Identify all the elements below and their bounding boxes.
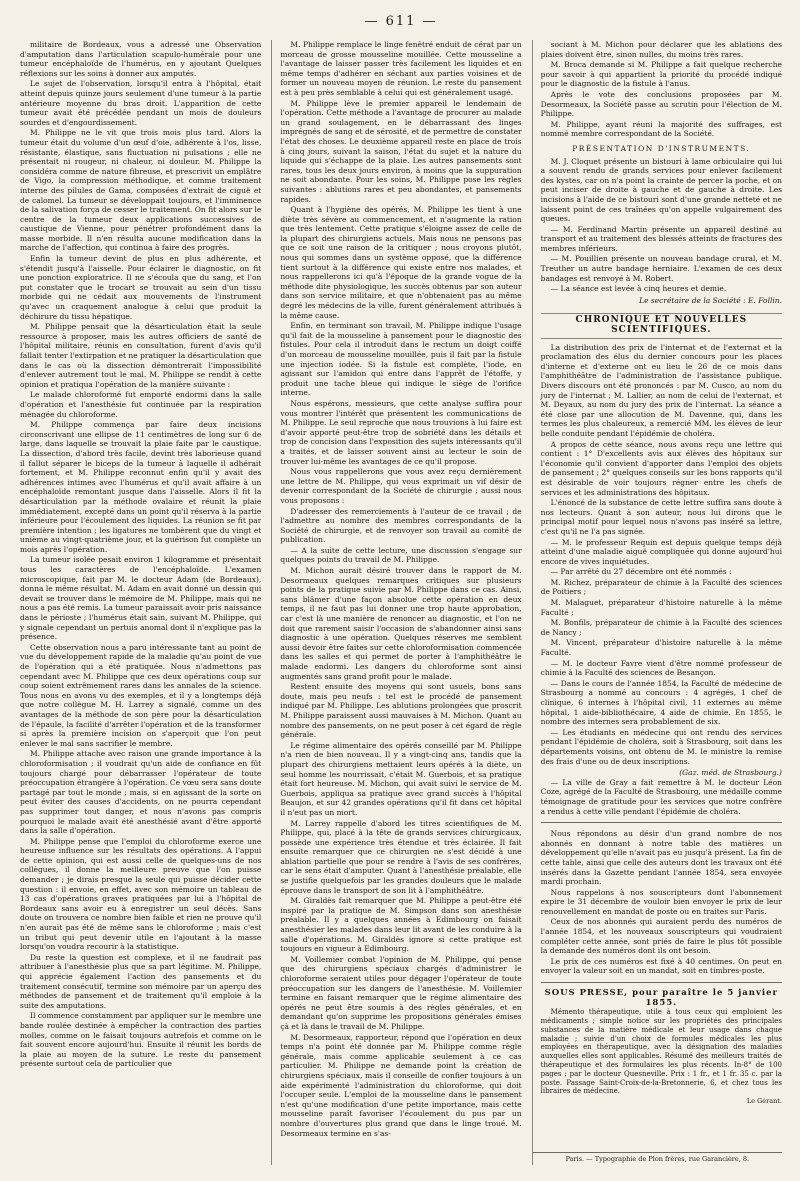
paragraph: Nous vous rappellerons que vous avez reçu dernièrement une lettre de M. Philippe, qui vous exprimait un vif désir de devenir correspondant de la Société de chirurgie ; aussi nous vous proposons : [280,467,522,505]
paragraph: D'adresser des remerciements à l'auteur de ce travail ; de l'admettre au nombre des membres correspondants de la Société de chirurgie, et de renvoyer son travail au comité de publication. [280,506,522,545]
source-citation: (Gaz. méd. de Strasbourg.) [679,768,782,778]
paragraph: La tumeur isolée pesait environ 1 kilogramme et présentait tous les caractères de l'encéphaloïde. L'examen microscopique, fait par M. le docteur Adam (de Bordeaux), donna le même résultat. M. Adam en avait donné un dessin qui devait se trouver dans le mémoire de M. Philippe, mais qui ne nous a pas été remis. La tumeur paraissait avoir pris naissance dans le périoste ; l'humérus était sain, suivant M. Philippe, qui y signale cependant un pertuis anomal dont il n'explique pas la présence. [20,555,262,642]
paragraph: Le régime alimentaire des opérés conseillé par M. Philippe n'a rien de bien nouveau. Il y a vingt-cinq ans, tandis que la plupart des chirurgiens mettaient leurs opérés à la diète, un seul homme les nourrissait, c'était M. Guerbois, et sa pratique était fort heureuse. M. Michon, qui avait suivi le service de M. Guerbois, appliqua sa pratique avec grand succès à l'hôpital Beaujon, et sur 42 grandes opérations qu'il fit dans cet hôpital il n'eut pas un mort. [280,740,522,817]
paragraph: M. Malaguet, préparateur d'histoire naturelle à la même Faculté ; [540,598,782,617]
paragraph: — Par arrêté du 27 décembre ont été nommés : [550,567,732,577]
column-2 [271,40,521,1165]
paragraph: Restent ensuite des moyens qui sont usuels, bons sans doute, mais peu neufs : tel est le procédé de pansement indiqué par M. Philippe. Les ablutions prolongées que proscrit M. Philippe paraissent aussi mauvaises à M. Michon. Quant au nombre des pansements, on ne peut poser à cet égard de règle générale. [280,682,522,740]
paragraph: M. Philippe ne le vit que trois mois plus tard. Alors la tumeur était du volume d'un œuf d'oie, adhérente à l'os, lisse, résistante, élastique, sans fluctuation ni pulsations ; elle ne présentait ni rougeur, ni chaleur, ni douleur. M. Philippe la considéra comme de nature fibreuse, et prescrivit un emplâtre de Vigo, la compression méthodique, et comme traitement interne des pilules de Gama, composées d'extrait de ciguë et de calomel. La tumeur se développait toujours, et l'imminence de la salivation força de cesser le traitement. On fit alors sur le centre de la tumeur deux applications successives de caustique de Vienne, pour pénétrer profondément dans la masse morbide. Il n'en résulta aucune modification dans la marche de l'affection, qui continua à faire des progrès. [20,128,262,253]
secretary-signature: Le secrétaire de la Société : E. Follin. [639,295,782,305]
paragraph: M. Voillemier combat l'opinion de M. Philippe, qui pense que des chirurgiens spéciaux chargés d'administrer le chloroforme seraient utiles pour dégager l'opérateur de toute préoccupation sur les dangers de l'anesthésie. M. Voillemier termine en faisant remarquer que le régime alimentaire des opérés ne peut être soumis à des règles générales, et en demandant qu'on supprime les propositions générales émises çà et là dans le travail de M. Philippe. [280,954,522,1031]
paragraph: Nous espérons, messieurs, que cette analyse suffira pour vous montrer l'intérêt que présentent les communications de M. Philippe. Le seul reproche que nous trouvions à lui faire est d'avoir apporté peut-être trop de sobriété dans les détails et trop de concision dans l'exposition des sujets intéressants qu'il a traités, et de laisser souvent ainsi au lecteur le soin de trouver lui-même les avantages de ce qu'il propose. [280,398,522,466]
divider [541,982,782,983]
paragraph: — M. le docteur Favre vient d'être nommé professeur de chimie à la Faculté des sciences de Besançon. [540,658,782,678]
paragraph: Le sujet de l'observation, lorsqu'il entra à l'hôpital, était atteint depuis quinze jours seulement d'une tumeur à la partie antérieure moyenne du bras droit. L'apparition de cette tumeur avait été précédée pendant un mois de douleurs sourdes et d'engourdissement. [20,79,262,127]
paragraph: — M. Pouillien présente un nouveau bandage crural, et M. Treuther un autre bandage herniaire. L'examen de ces deux bandages est renvoyé à M. Robert. [540,254,782,283]
paragraph: M. J. Cloquet présente un bistouri à lame orbiculaire qui lui a souvent rendu de grands services pour enlever facilement des kystes, car on n'a point la crainte de percer la poche, et on peut inciser de droite à gauche et de gauche à droite. Les incisions à l'aide de ce bistouri sont d'une grande netteté et ne laissent point de ces traînées qu'on appelle vulgairement des queues. [540,156,782,224]
paragraph: Quant à l'hygiène des opérés, M. Philippe les tient à une diète très sévère au commencement, et n'augmente la ration que très lentement. Cette pratique s'éloigne assez de celle de la plupart des chirurgiens actuels. Mais nous ne pensons pas que ce soit une raison de la critiquer ; nous croyons plutôt, nous qui sommes dans un système opposé, que la différence tient surtout à la différence qui existe entre nos malades, et nous rappellerons ici qu'à l'époque de la grande vogue de la méthode dite physiologique, les succès obtenus par son auteur dans son service militaire, et que n'obtenaient pas au même degré les médecins de la ville, furent généralement attribués à la même cause. [280,205,522,320]
paragraph: — A la suite de cette lecture, une discussion s'engage sur quelques points du travail de M. Philippe. [280,545,522,565]
paragraph: Il commence constamment par appliquer sur le membre une bande roulée destinée à empêcher la contraction des parties molles, comme on le faisait toujours autrefois et comme on le fait souvent encore aujourd'hui. Ensuite il réunit les bords de la plaie au moyen de la suture. Le reste du pansement présente surtout cela de particulier que [20,1011,262,1069]
paragraph: M. Bonfils, préparateur de chimie à la Faculté des sciences de Nancy ; [540,618,782,637]
paragraph: Nous répondons au désir d'un grand nombre de nos abonnés en donnant à notre table des matières un développement qu'elle n'avait pas eu jusqu'à présent. La fin de cette table, ainsi que celle des auteurs dont les travaux ont été insérés dans la Gazette pendant l'année 1854, sera envoyée mardi prochain. [540,829,782,887]
paragraph: M. Broca demande si M. Philippe a fait quelque recherche pour savoir à qui appartient la priorité du procédé indiqué pour le diagnostic de la fistule à l'anus. [540,60,782,89]
paragraph: — M. Ferdinand Martin présente un appareil destiné au transport et au traitement des blessés atteints de fractures des membres inférieurs. [540,224,782,253]
paragraph: Cette observation nous a paru intéressante tant au point de vue du développement rapide de la maladie qu'au point de vue de l'opération qui a été pratiquée. Nous n'admettons pas cependant avec M. Philippe que ces deux opérations coup sur coup soient extrêmement rares dans les annales de la science. Tous nous en avons vu des exemples, et il y a longtemps déjà que notre collègue M. H. Larrey a signalé, comme un des avantages de la méthode de son père pour la désarticulation de l'épaule, la facilité d'arrêter l'opération et de la transformer si après la première incision on s'aperçoit que l'on peut enlever le mal sans sacrifier le membre. [20,642,262,748]
column-3 [532,40,782,1165]
press-notice: Mémento thérapeutique, utile à tous ceux qui emploient les médicaments ; simple notice sur les propriétés des principales substances de la matière médicale et leur usage dans chaque maladie ; suivie d'un choix de formules médicales les plus employées en thérapeutique, avec la désignation des maladies auxquelles elles sont applicables. Résumé des meilleurs traités de thérapeutique et des formulaires les plus récents. In-8° de 100 pages ; par le docteur Quesneville. Prix : 1 fr., et 1 fr. 35 c. par la poste. Passage Saint-Croix-de-la-Bretonnerie, 6, et chez tous les libraires de médecine. [540,1008,782,1096]
paragraph: — Dans le cours de l'année 1854, la Faculté de médecine de Strasbourg a nommé au concours : 4 agrégés, 1 chef de clinique, 6 internes à l'hôpital civil, 11 externes au même hôpital, 1 aide-bibliothécaire, 4 aide de chimie. En 1855, le nombre des internes sera probablement de six. [540,678,782,727]
paragraph: M. Michon aurait désiré trouver dans le rapport de M. Desormeaux quelques remarques critiques sur plusieurs points de la pratique suivie par M. Philippe dans ce cas. Ainsi, sans blâmer d'une façon absolue cette opération en deux temps, il ne faut pas lui donner une trop haute approbation, car c'est là une manière de renoncer au diagnostic, et l'on ne doit que rarement saisir l'occasion de s'abandonner ainsi sans diagnostic à une opération. Quelques réserves me semblent aussi devoir être faites sur cette chloroformisation commencée dans les salles et qui permet de porter à l'amphithéâtre le malade endormi. Les dangers du chloroforme sont ainsi augmentés sans grand profit pour le malade. [280,566,522,681]
paragraph: M. Giraldès fait remarquer que M. Philippe a peut-être été inspiré par la pratique de M. Simpson dans son anesthésie préalable. Il y a quelques années à Edimbourg on faisait anesthésier les malades dans leur lit avant de les conduire à la salle d'opérations. M. Giraldès ignore si cette pratique est toujours en vigueur à Edimbourg. [280,896,522,954]
instruments-heading: PRÉSENTATION D'INSTRUMENTS. [572,143,751,153]
paragraph: — La ville de Gray a fait remettre à M. le docteur Léon Coze, agrégé de la Faculté de Strasbourg, une médaille comme témoignage de gratitude pour les services que notre confrère a rendus à cette ville pendant l'épidémie de choléra. [540,777,782,816]
paragraph: M. Philippe lève le premier appareil le lendemain de l'opération. Cette méthode a l'avantage de procurer au malade un grand soulagement, en le débarrassant des linges imprégnés de sang et de sérosité, et de permettre de constater l'état des choses. Le deuxième appareil reste en place de trois à cinq jours, suivant la saison, l'état du sujet et la nature du liquide qui s'échappe de la plaie. Les autres pansements sont rares, tous les deux jours environ, à moins que la suppuration ne soit abondante. Pour les soins, M. Philippe pose les règles suivantes : ablutions rares et peu abondantes, et pansements rapides. [280,98,522,204]
paragraph: Le malade chloroformé fut emporté endormi dans la salle d'opération et l'anesthésie fut continuée par la respiration ménagée du chloroforme. [20,390,262,419]
divider [541,822,782,823]
column-1 [20,40,261,1165]
paragraph: Enfin, en terminant son travail, M. Philippe indique l'usage qu'il fait de la mousseline à pansement pour le diagnostic des fistules. Pour cela il introduit dans le rectum un doigt coiffé d'un morceau de mousseline mouillée, puis il fait par la fistule une injection iodée. Si la fistule est complète, l'iode, en agissant sur l'amidon qui entre dans l'apprêt de l'étoffe, y produit une tache bleue qui indique le siège de l'orifice interne. [280,321,522,398]
paragraph: A propos de cette séance, nous avons reçu une lettre qui contient : 1° D'excellents avis aux élèves des hôpitaux sur l'économie qu'il convient d'apporter dans l'emploi des objets de pansement ; 2° quelques conseils sur les bons rapports qu'il est désirable de voir toujours régner entre les chefs de services et les administrations des hôpitaux. [540,439,782,497]
press-heading: SOUS PRESSE, pour paraître le 5 janvier 1855. [544,988,779,1008]
paragraph: sociant à M. Michon pour déclarer que les ablations des plaies doivent être, sinon nulles, du moins très rares. [540,40,782,59]
paragraph: La distribution des prix de l'internat et de l'externat et la proclamation des élus du dernier concours pour les places d'interne et d'externe ont eu lieu le 26 de ce mois dans l'amphithéâtre de l'administration de l'assistance publique. Divers discours ont été prononcés : par M. Cusco, au nom du jury de l'internat ; M. Lallier, au nom de celui de l'externat, et M. Deyaux, au nom du jury des prix de l'internat. La séance a été close par une allocution de M. Davenne, qui, dans les termes les plus chaleureux, a remercié MM. les élèves de leur belle conduite pendant l'épidémie de choléra. [540,342,782,438]
paragraph: Du reste la question est complexe, et il ne faudrait pas attribuer à l'anesthésie plus que sa part légitime. M. Philippe, qui apprécie également l'action des pansements et du traitement consécutif, termine son mémoire par un aperçu des méthodes de pansement et de traitement qu'il emploie à la suite des amputations. [20,952,262,1010]
chronique-heading: CHRONIQUE ET NOUVELLES SCIENTIFIQUES. [541,313,782,338]
paragraph: Après le vote des conclusions proposées par M. Desormeaux, la Société passe au scrutin pour l'élection de M. Philippe. [540,89,782,119]
page-number: — 611 — [364,14,438,29]
paragraph: Ceux de nos abonnés qui auraient perdu des numéros de l'année 1854, et les nouveaux souscripteurs qui voudraient compléter cette année, sont priés de faire le plus tôt possible la demande des numéros dont ils ont besoin. [540,917,782,956]
gerant-signature: Le Gérant. [746,1097,782,1106]
paragraph: M. Philippe, ayant réuni la majorité des suffrages, est nommé membre correspondant de la Société. [540,119,782,139]
columns [20,40,782,1165]
paragraph: — La séance est levée à cinq heures et demie. [550,284,727,294]
paragraph: M. Philippe pense que l'emploi du chloroforme exerce une heureuse influence sur les résultats des opérations. A l'appui de cette opinion, qui est aussi celle de quelques-uns de nos collègues, il donne la meilleure preuve que l'on puisse demander ; je dirais presque la seule qui puisse décider cette question : il envoie, en effet, avec son mémoire un tableau de 13 cas d'opérations graves pratiquées par lui à l'hôpital de Bordeaux sans avoir eu à enregistrer un seul décès. Sans doute on trouvera ce nombre bien faible et rien ne prouve qu'il n'en aurait pas été de même sans le chloroforme ; mais c'est un tribut qui peut devenir utile en l'ajoutant à la masse lorsqu'on voudra recourir à la statistique. [20,836,262,952]
paragraph: M. Richez, préparateur de chimie à la Faculté des sciences de Poitiers ; [540,577,782,597]
paragraph: M. Desormeaux, rapporteur, répond que l'opération en deux temps n'a point été donnée par M. Philippe comme règle générale, mais comme applicable seulement à ce cas particulier. M. Philippe ne demande point la création de chirurgiens spéciaux, mais il conseille de confier toujours à un aide expérimenté l'administration du chloroforme, qui doit l'occuper seule. L'emploi de la mousseline dans le pansement n'est qu'une modification d'une petite importance, mais cette mousseline paraît favoriser l'écoulement du pus par un nombre d'ouvertures plus grand que dans le linge troué. M. Desormeaux termine en s'as- [280,1032,522,1138]
printer-footer: Paris. — Typographie de Plon frères, rue Garancière, 8. [533,1152,782,1165]
paragraph: Le prix de ces numéros est fixé à 40 centimes. On peut en envoyer la valeur soit en un mandat, soit en timbres-poste. [540,956,782,976]
paragraph: M. Philippe pensait que la désarticulation était la seule ressource à proposer, mais les autres officiers de santé de l'hôpital militaire, réunis en consultation, furent d'avis qu'il fallait tenter l'extirpation et ne pratiquer la désarticulation que dans le cas où la dissection démontrerait l'impossibilité d'enlever autrement tout le mal. M. Philippe se rendit à cette opinion et pratiqua l'opération de la manière suivante : [20,322,262,389]
paragraph: Nous rappelons à nos souscripteurs dont l'abonnement expire le 31 décembre de vouloir bien envoyer le prix de leur renouvellement en mandat de poste ou en traites sur Paris. [540,887,782,916]
paragraph: M. Vincent, préparateur d'histoire naturelle à la même Faculté. [540,638,782,658]
paragraph: M. Philippe remplace le linge fenêtré enduit de cérat par un morceau de grosse mousseline mouillée. Cette mousseline a l'avantage de laisser passer très facilement les liquides et en même temps d'adhérer en séchant aux parties voisines et de former un nouveau moyen de réunion. Le reste du pansement est à peu près semblable à celui qui est généralement usagé. [280,40,522,97]
paragraph: L'énoncé de la substance de cette lettre suffira sans doute à nos lecteurs. Quant à son auteur, nous lui dirons que le principal motif pour lequel nous n'avons pas inséré sa lettre, c'est qu'il ne l'a pas signée. [540,498,782,536]
paragraph: — M. le professeur Requin est depuis quelque temps déjà atteint d'une maladie aiguë compliquée qui donne aujourd'hui encore de vives inquiétudes. [540,537,782,566]
paragraph: M. Larrey rappelle d'abord les titres scientifiques de M. Philippe, qui, placé à la tête de grands services chirurgicaux, possède une expérience très étendue et très éclairée. Il fait ensuite remarquer que ce chirurgien ne s'est décidé à une ablation partielle que pour se rendre à l'avis de ses confrères, car le sens était d'amputer. Quant à l'anesthésie préalable, elle se justifie quelquefois par les grandes douleurs que le malade éprouve dans le transport de son lit à l'amphithéâtre. [280,818,522,895]
paragraph: M. Philippe attache avec raison une grande importance à la chloroformisation ; il voudrait qu'un aide de confiance en fût toujours chargé pour débarrasser l'opérateur de toute préoccupation étrangère à l'opération. Ce vœu sera sans doute partagé par tout le monde ; mais, si en agissant de la sorte on peut éviter des causes d'accidents, on ne pourra cependant pas supprimer tout danger, et nous n'avons pas compris pourquoi le malade avait été anesthésié avant d'être apporté dans la salle d'opération. [20,749,262,836]
paragraph: Enfin la tumeur devint de plus en plus adhérente, et s'étendit jusqu'à l'aisselle. Pour éclairer le diagnostic, on fit une ponction exploratrice. Il ne s'écoula que du sang, et l'on put constater que le trocart se trouvait au sein d'un tissu morbide qui ne cédait aux mouvements de l'instrument qu'avec un craquement analogue à celui que produit la déchirure du tissu hépatique. [20,254,262,321]
paragraph: M. Philippe commença par faire deux incisions circonscrivant une ellipse de 11 centimètres de long sur 6 de large, dans laquelle se trouvait la plaie faite par le caustique. La dissection, d'abord très facile, devint très laborieuse quand il fallut séparer le biceps de la tumeur à laquelle il adhérait fortement, et M. Philippe reconnut enfin qu'il y avait des adhérences intimes avec l'humérus et qu'il avait affaire à un encéphaloïde remontant jusque dans l'aisselle. Alors il fit la désarticulation par la méthode ovalaire et réunit la plaie immédiatement, excepté dans un point qu'il réserva à la partie inférieure pour l'écoulement des liquides. La réunion se fit par première intention ; les ligatures ne tombèrent que du vingt et unième au vingt-quatrième jour, et la guérison fut complète un mois après l'opération. [20,420,262,554]
paragraph: militaire de Bordeaux, vous a adressé une Observation d'amputation dans l'articulation scapulo-humérale pour une tumeur encéphaloïde de l'humérus, en y ajoutant Quelques réflexions sur les soins à donner aux amputés. [20,40,262,78]
paragraph: — Les étudiants en médecine qui ont rendu des services pendant l'épidémie de choléra, soit à Strasbourg, soit dans les départements voisins, ont obtenu de M. le ministre la remise des frais d'une ou de deux inscriptions. [540,727,782,766]
